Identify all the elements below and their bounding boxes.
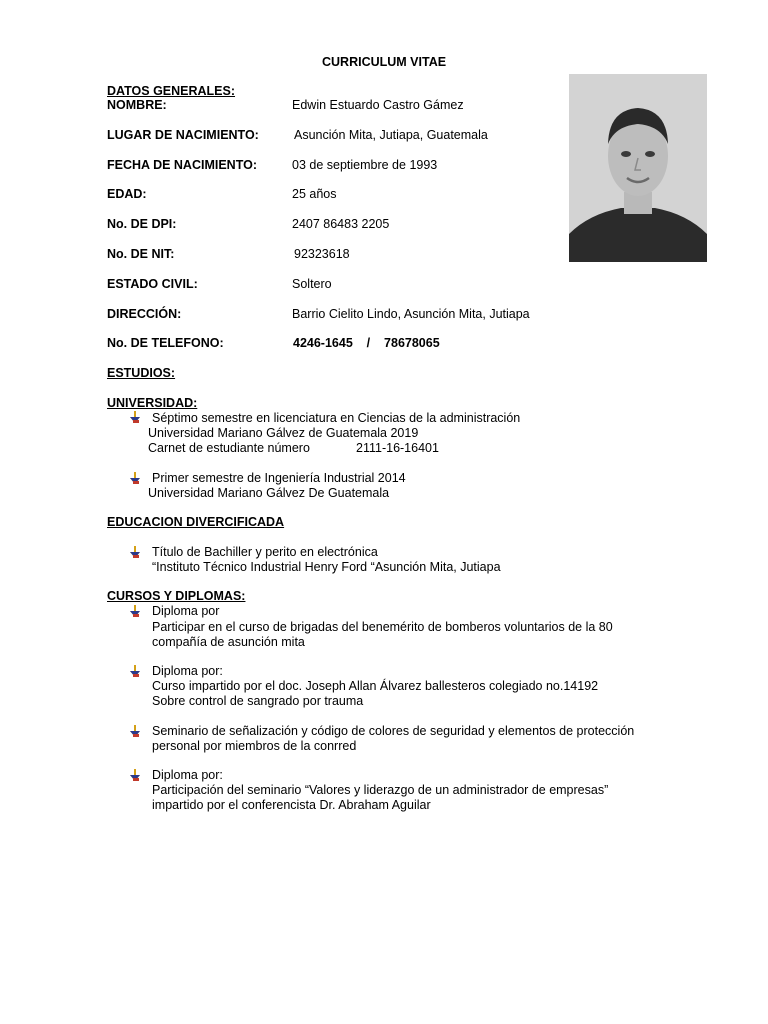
field-label-edad: EDAD:: [107, 187, 147, 201]
curso4-line1: Diploma por:: [152, 768, 223, 782]
curso4-line3: impartido por el conferencista Dr. Abraham Aguilar: [152, 798, 431, 812]
div1-line1: Título de Bachiller y perito en electrónica: [152, 545, 378, 559]
curso1-line1: Diploma por: [152, 604, 220, 618]
curso2-line1: Diploma por:: [152, 664, 223, 678]
curso3-line2: personal por miembros de la conrred: [152, 739, 357, 753]
universidad-heading: UNIVERSIDAD:: [107, 396, 198, 410]
div1-line2: “Instituto Técnico Industrial Henry Ford “Asunción Mita, Jutiapa: [152, 560, 501, 574]
arrow-bullet-icon: [128, 546, 141, 559]
profile-photo: [569, 74, 707, 262]
curso1-line3: compañía de asunción mita: [152, 635, 305, 649]
uni2-line1: Primer semestre de Ingeniería Industrial 2014: [152, 471, 406, 485]
field-value-direccion: Barrio Cielito Lindo, Asunción Mita, Jutiapa: [292, 307, 530, 321]
field-label-nombre: NOMBRE:: [107, 98, 167, 112]
person-portrait-icon: [569, 74, 707, 262]
field-value-dpi: 2407 86483 2205: [292, 217, 390, 231]
field-label-dpi: No. DE DPI:: [107, 217, 177, 231]
arrow-bullet-icon: [128, 411, 141, 424]
estudios-heading: ESTUDIOS:: [107, 366, 176, 380]
field-label-nit: No. DE NIT:: [107, 247, 175, 261]
arrow-bullet-icon: [128, 665, 141, 678]
curso4-line2: Participación del seminario “Valores y liderazgo de un administrador de empresas”: [152, 783, 609, 797]
field-label-lugar: LUGAR DE NACIMIENTO:: [107, 128, 259, 142]
curso2-line2: Curso impartido por el doc. Joseph Allan Álvarez ballesteros colegiado no.14192: [152, 679, 599, 693]
arrow-bullet-icon: [128, 725, 141, 738]
uni1-line3: Carnet de estudiante número: [148, 441, 310, 455]
field-label-fecha: FECHA DE NACIMIENTO:: [107, 158, 257, 172]
field-label-telefono: No. DE TELEFONO:: [107, 336, 224, 350]
uni1-line2: Universidad Mariano Gálvez de Guatemala 2019: [148, 426, 419, 440]
uni2-line2: Universidad Mariano Gálvez De Guatemala: [148, 486, 390, 500]
field-label-estado-civil: ESTADO CIVIL:: [107, 277, 198, 291]
field-value-fecha: 03 de septiembre de 1993: [292, 158, 438, 172]
curso3-line1: Seminario de señalización y código de colores de seguridad y elementos de protección: [152, 724, 635, 738]
field-value-edad: 25 años: [292, 187, 337, 201]
field-value-telefono: 4246-1645 / 78678065: [293, 336, 440, 350]
arrow-bullet-icon: [128, 605, 141, 618]
diversificada-heading: EDUCACION DIVERCIFICADA: [107, 515, 285, 529]
document-title: CURRICULUM VITAE: [322, 55, 447, 69]
field-value-estado-civil: Soltero: [292, 277, 332, 291]
curso2-line3: Sobre control de sangrado por trauma: [152, 694, 364, 708]
uni1-carnet: 2111-16-16401: [356, 441, 439, 455]
uni1-line1: Séptimo semestre en licenciatura en Ciencias de la administración: [152, 411, 521, 425]
arrow-bullet-icon: [128, 769, 141, 782]
field-value-nombre: Edwin Estuardo Castro Gámez: [292, 98, 464, 112]
field-label-direccion: DIRECCIÓN:: [107, 307, 182, 321]
cursos-heading: CURSOS Y DIPLOMAS:: [107, 589, 246, 603]
field-value-lugar: Asunción Mita, Jutiapa, Guatemala: [294, 128, 488, 142]
field-value-nit: 92323618: [294, 247, 350, 261]
arrow-bullet-icon: [128, 472, 141, 485]
curso1-line2: Participar en el curso de brigadas del benemérito de bomberos voluntarios de la 80: [152, 620, 613, 634]
datos-generales-heading: DATOS GENERALES:: [107, 84, 236, 98]
